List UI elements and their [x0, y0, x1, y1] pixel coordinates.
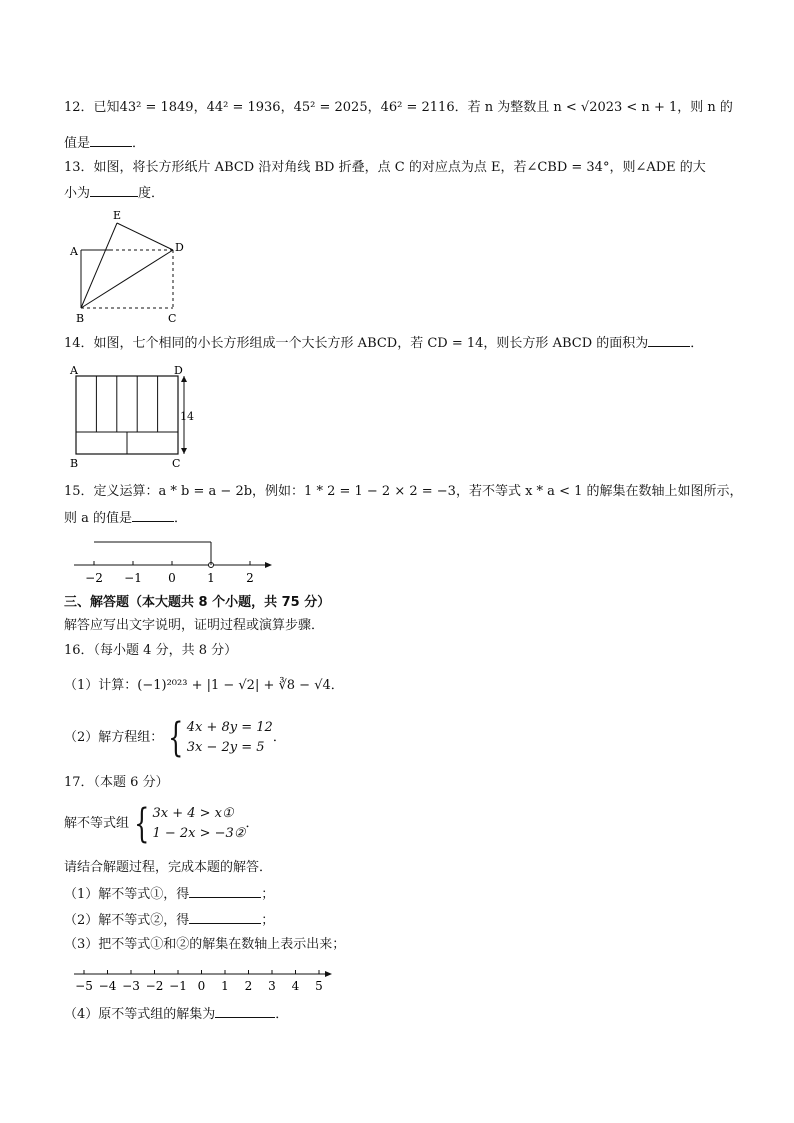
- q13-label-b: B: [76, 312, 85, 325]
- q17-step1: [64, 883, 274, 905]
- q13-line2-text: 小为: [64, 186, 91, 201]
- q15-answer-blank[interactable]: [132, 507, 174, 522]
- q12-number: 12．: [64, 100, 94, 115]
- q15-tick-label: 1: [207, 571, 215, 585]
- section3-heading: 三、解答题（本大题共 8 个小题，共 75 分）: [64, 595, 331, 610]
- q17-step4: [64, 1003, 288, 1025]
- q17-inequality-2: 1 − 2x > −3②: [152, 826, 246, 841]
- q17-number-line: [70, 962, 340, 996]
- q16-header: 16．（每小题 4 分，共 8 分）: [64, 643, 238, 658]
- q17-tick-label: 4: [291, 979, 300, 993]
- q15-number: 15．: [64, 484, 94, 499]
- q15-tick-label: 2: [246, 571, 254, 585]
- q14-dimension-arrow-bottom: [181, 448, 187, 454]
- q16-brace: {: [168, 715, 184, 761]
- q14-number: 14．: [64, 336, 94, 351]
- q13-diagonal-bd: [81, 250, 173, 308]
- q13-number: 13．: [64, 160, 94, 175]
- q17-header: 17．（本题 6 分）: [64, 775, 169, 790]
- q17-step2-blank[interactable]: [189, 909, 261, 924]
- q17-tick-label: 2: [244, 979, 253, 993]
- q13-fold-figure: [64, 205, 194, 327]
- q14-label-b: B: [70, 457, 79, 470]
- q17-tick-label: −1: [169, 979, 187, 993]
- q12-lead: 已知: [93, 100, 120, 115]
- q13-label-a: A: [70, 245, 78, 258]
- q17-step1-end: ；: [261, 887, 275, 902]
- q17-inequality-1: 3x + 4 > x①: [152, 806, 234, 821]
- q15-end: ．: [174, 511, 188, 526]
- q16-equation-system: [163, 715, 273, 761]
- q12-answer-blank[interactable]: [90, 132, 132, 147]
- q17-brace: {: [134, 801, 150, 847]
- q15-tick-label: 0: [168, 571, 176, 585]
- q12-mid: ．若 n 为整数且 n < √2023 < n + 1，则 n 的: [454, 100, 733, 115]
- q17-step4-text: （4）原不等式组的解集为: [64, 1007, 216, 1022]
- q12-fact-2: 45² = 2025: [293, 100, 368, 115]
- section3-instruction: 解答应写出文字说明，证明过程或演算步骤．: [64, 618, 325, 633]
- q16-part1: [64, 676, 344, 696]
- q16-part2-label: （2）解方程组：: [64, 730, 164, 745]
- q13-end: 度．: [138, 186, 165, 201]
- q16-equation-2: 3x − 2y = 5: [186, 740, 265, 755]
- q17-tick-label: −5: [75, 979, 93, 993]
- q15-axis-arrow: [265, 562, 272, 568]
- q17-inequality-system: [129, 801, 246, 847]
- q12-fact-3: 46² = 2116: [380, 100, 455, 115]
- q14-label-c: C: [172, 457, 181, 470]
- q13-label-c: C: [168, 312, 177, 325]
- q17-ticks: [75, 970, 323, 993]
- q12-line2-text: 值是: [64, 136, 91, 151]
- q12-line1: 12．已知43² = 1849，44² = 1936，45² = 2025，46² = 2116．若 n 为整数且 n < √2023 < n + 1，则 n 的: [64, 100, 733, 115]
- q13-label-d: D: [175, 241, 184, 254]
- q17-step2-end: ；: [261, 913, 275, 928]
- q16-part1-expression: (−1)²⁰²³ + |1 − √2| + ∛8 − √4．: [137, 678, 344, 693]
- q15-line2: [64, 507, 187, 529]
- q17-lead: 解不等式组: [64, 816, 130, 831]
- q12-end: ．: [132, 136, 146, 151]
- q17-tick-label: 0: [197, 979, 206, 993]
- q12-fact-0: 43² = 1849: [119, 100, 194, 115]
- q17-tick-label: −3: [122, 979, 140, 993]
- q13-answer-blank[interactable]: [90, 182, 138, 197]
- q17-axis-arrow: [325, 971, 332, 977]
- q12-line2: [64, 132, 145, 154]
- q17-step2: [64, 909, 274, 931]
- q17-system: [64, 802, 259, 846]
- q12-fact-1: 44² = 1936: [206, 100, 281, 115]
- q15-line2-text: 则 a 的值是: [64, 511, 133, 526]
- q17-step2-text: （2）解不等式②，得: [64, 913, 190, 928]
- q17-tick-label: −2: [145, 979, 164, 993]
- q14-answer-blank[interactable]: [648, 332, 690, 347]
- q13-segment-be: [81, 223, 117, 308]
- q14-label-a: A: [70, 364, 78, 377]
- q13-line1: [64, 158, 706, 178]
- q14-label-d: D: [174, 364, 183, 377]
- q13-line2: [64, 182, 164, 204]
- q17-tick-label: −4: [98, 979, 117, 993]
- q17-step1-text: （1）解不等式①，得: [64, 887, 190, 902]
- q14-end: ．: [690, 336, 704, 351]
- q15-number-line: [70, 532, 280, 586]
- q13-segment-ed: [117, 223, 173, 250]
- q14-dimension-label: 14: [180, 410, 194, 423]
- q14-text: 如图，七个相同的小长方形组成一个大长方形 ABCD，若 CD = 14，则长方形 ABCD 的面积为: [93, 336, 649, 351]
- q17-prompt: 请结合解题过程，完成本题的解答．: [64, 860, 273, 875]
- q14-rectangles-figure: [64, 364, 204, 472]
- q17-step1-blank[interactable]: [189, 883, 261, 898]
- q17-tick-label: 1: [221, 979, 229, 993]
- q13-text: 如图，将长方形纸片 ABCD 沿对角线 BD 折叠，点 C 的对应点为点 E，若∠CBD = 34°，则∠ADE 的大: [93, 160, 706, 175]
- q15-text: 定义运算：a * b = a − 2b，例如：1 * 2 = 1 − 2 × 2 = −3，若不等式 x * a < 1 的解集在数轴上如图所示，: [93, 484, 743, 499]
- q17-step4-end: ．: [275, 1007, 289, 1022]
- q15-tick-label: −2: [85, 571, 103, 585]
- q13-label-e: E: [113, 209, 122, 222]
- q15-tick-label: −1: [124, 571, 142, 585]
- q17-step3: （3）把不等式①和②的解集在数轴上表示出来；: [64, 937, 346, 952]
- q16-part2: [64, 716, 286, 760]
- q17-tick-label: 3: [268, 979, 276, 993]
- q16-equation-1: 4x + 8y = 12: [186, 720, 273, 735]
- q17-tick-label: 5: [315, 979, 323, 993]
- q16-part2-end: ．: [272, 730, 286, 745]
- q15-line1: [64, 482, 743, 502]
- q17-lead-end: ．: [245, 816, 259, 831]
- q14-line1: [64, 332, 703, 354]
- q17-step4-blank[interactable]: [215, 1003, 275, 1018]
- q16-part1-label: （1）计算：: [64, 678, 138, 693]
